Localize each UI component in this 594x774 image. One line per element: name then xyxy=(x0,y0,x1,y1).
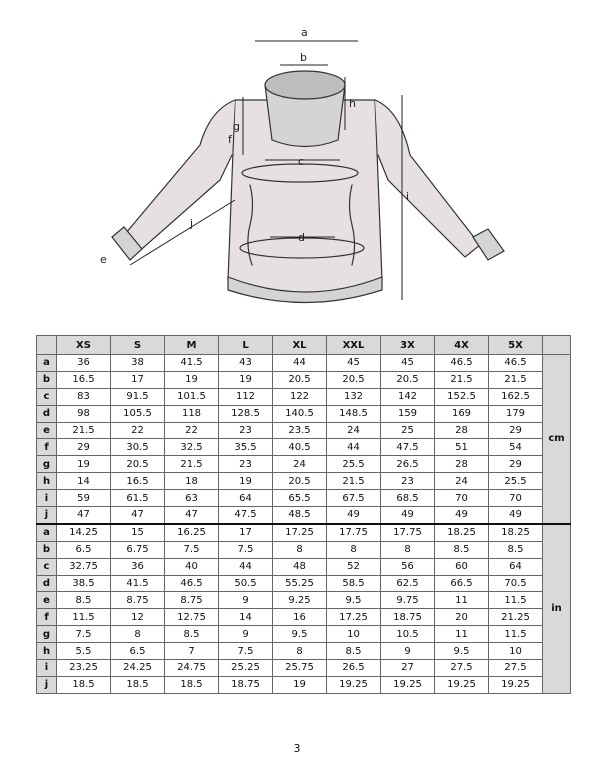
table-cell: 8 xyxy=(273,643,327,660)
table-cell: 6.5 xyxy=(57,541,111,558)
table-cell: 63 xyxy=(165,490,219,507)
table-cell: 64 xyxy=(219,490,273,507)
table-row xyxy=(37,626,571,643)
sweater-illustration xyxy=(90,15,530,315)
row-label: e xyxy=(37,422,57,439)
table-cell: 140.5 xyxy=(273,405,327,422)
table-cell: 83 xyxy=(57,388,111,405)
table-cell: 21.25 xyxy=(489,609,543,626)
table-cell: 17.75 xyxy=(381,524,435,541)
table-cell: 32.75 xyxy=(57,558,111,575)
table-cell: 21.5 xyxy=(327,473,381,490)
row-label: a xyxy=(37,524,57,541)
table-cell: 52 xyxy=(327,558,381,575)
table-cell: 30.5 xyxy=(111,439,165,456)
table-cell: 8.5 xyxy=(435,541,489,558)
table-cell: 24 xyxy=(273,456,327,473)
size-header: L xyxy=(219,336,273,355)
table-row xyxy=(37,575,571,592)
table-cell: 19.25 xyxy=(327,676,381,693)
table-cell: 23 xyxy=(219,456,273,473)
table-cell: 45 xyxy=(327,355,381,372)
table-row xyxy=(37,609,571,626)
table-cell: 47 xyxy=(111,507,165,524)
table-cell: 36 xyxy=(111,558,165,575)
table-cell: 9 xyxy=(219,592,273,609)
table-cell: 169 xyxy=(435,405,489,422)
table-cell: 105.5 xyxy=(111,405,165,422)
table-cell: 29 xyxy=(489,456,543,473)
table-cell: 22 xyxy=(165,422,219,439)
label-e: e xyxy=(100,253,107,266)
table-cell: 47 xyxy=(57,507,111,524)
table-cell: 43 xyxy=(219,355,273,372)
table-cell: 25.5 xyxy=(489,473,543,490)
label-g: g xyxy=(233,120,240,133)
table-cell: 23.5 xyxy=(273,422,327,439)
table-row xyxy=(37,456,571,473)
table-cell: 49 xyxy=(435,507,489,524)
table-row xyxy=(37,388,571,405)
table-row xyxy=(37,676,571,693)
table-cell: 23.25 xyxy=(57,660,111,677)
table-cell: 41.5 xyxy=(111,575,165,592)
table-row xyxy=(37,473,571,490)
size-header: 4X xyxy=(435,336,489,355)
table-cell: 20.5 xyxy=(273,371,327,388)
table-cell: 152.5 xyxy=(435,388,489,405)
table-cell: 23 xyxy=(381,473,435,490)
table-cell: 64 xyxy=(489,558,543,575)
table-cell: 51 xyxy=(435,439,489,456)
table-cell: 7.5 xyxy=(57,626,111,643)
table-cell: 11 xyxy=(435,592,489,609)
header-corner xyxy=(37,336,57,355)
table-cell: 8.75 xyxy=(111,592,165,609)
table-cell: 7.5 xyxy=(219,643,273,660)
table-cell: 7 xyxy=(165,643,219,660)
table-cell: 9.25 xyxy=(273,592,327,609)
table-cell: 70 xyxy=(435,490,489,507)
row-label: b xyxy=(37,541,57,558)
table-cell: 21.5 xyxy=(165,456,219,473)
table-cell: 18.5 xyxy=(111,676,165,693)
size-header: XL xyxy=(273,336,327,355)
table-cell: 25.75 xyxy=(273,660,327,677)
table-cell: 8 xyxy=(273,541,327,558)
table-cell: 17 xyxy=(219,524,273,541)
table-cell: 48.5 xyxy=(273,507,327,524)
table-cell: 12 xyxy=(111,609,165,626)
table-cell: 60 xyxy=(435,558,489,575)
table-cell: 142 xyxy=(381,388,435,405)
table-cell: 14 xyxy=(57,473,111,490)
table-cell: 8.75 xyxy=(165,592,219,609)
table-cell: 18.25 xyxy=(435,524,489,541)
table-cell: 22 xyxy=(111,422,165,439)
table-cell: 20.5 xyxy=(273,473,327,490)
table-cell: 26.5 xyxy=(381,456,435,473)
table-cell: 14 xyxy=(219,609,273,626)
page-number: 3 xyxy=(293,742,301,755)
row-label: f xyxy=(37,439,57,456)
size-header: XS xyxy=(57,336,111,355)
row-label: j xyxy=(37,676,57,693)
table-cell: 9 xyxy=(219,626,273,643)
table-cell: 21.5 xyxy=(57,422,111,439)
size-chart-table xyxy=(36,335,571,694)
label-c: c xyxy=(298,155,305,168)
label-i: i xyxy=(406,190,410,203)
table-cell: 17.25 xyxy=(327,609,381,626)
table-cell: 7.5 xyxy=(165,541,219,558)
table-cell: 66.5 xyxy=(435,575,489,592)
table-cell: 9.5 xyxy=(327,592,381,609)
table-cell: 20.5 xyxy=(327,371,381,388)
table-cell: 49 xyxy=(489,507,543,524)
table-cell: 44 xyxy=(219,558,273,575)
table-cell: 8 xyxy=(381,541,435,558)
table-cell: 8.5 xyxy=(165,626,219,643)
table-cell: 21.5 xyxy=(435,371,489,388)
table-cell: 128.5 xyxy=(219,405,273,422)
table-cell: 20 xyxy=(435,609,489,626)
table-cell: 10 xyxy=(489,643,543,660)
table-cell: 16.25 xyxy=(165,524,219,541)
table-cell: 17.75 xyxy=(327,524,381,541)
table-cell: 65.5 xyxy=(273,490,327,507)
table-cell: 16 xyxy=(273,609,327,626)
table-cell: 45 xyxy=(381,355,435,372)
size-header: M xyxy=(165,336,219,355)
table-cell: 68.5 xyxy=(381,490,435,507)
table-cell: 47 xyxy=(165,507,219,524)
table-cell: 20.5 xyxy=(381,371,435,388)
table-cell: 132 xyxy=(327,388,381,405)
table-cell: 27.5 xyxy=(435,660,489,677)
table-cell: 91.5 xyxy=(111,388,165,405)
table-cell: 8.5 xyxy=(489,541,543,558)
row-label: f xyxy=(37,609,57,626)
table-row xyxy=(37,660,571,677)
table-cell: 24.75 xyxy=(165,660,219,677)
table-row xyxy=(37,507,571,524)
table-cell: 9.75 xyxy=(381,592,435,609)
table-row xyxy=(37,371,571,388)
table-cell: 19.25 xyxy=(489,676,543,693)
row-label: d xyxy=(37,575,57,592)
table-cell: 19 xyxy=(57,456,111,473)
table-cell: 50.5 xyxy=(219,575,273,592)
table-cell: 29 xyxy=(57,439,111,456)
table-cell: 20.5 xyxy=(111,456,165,473)
table-cell: 122 xyxy=(273,388,327,405)
table-cell: 25.25 xyxy=(219,660,273,677)
table-cell: 46.5 xyxy=(435,355,489,372)
row-label: c xyxy=(37,558,57,575)
table-cell: 19 xyxy=(219,371,273,388)
label-j: j xyxy=(190,217,194,230)
table-cell: 44 xyxy=(273,355,327,372)
table-cell: 5.5 xyxy=(57,643,111,660)
table-cell: 159 xyxy=(381,405,435,422)
table-cell: 18.75 xyxy=(381,609,435,626)
table-row xyxy=(37,558,571,575)
row-label: i xyxy=(37,490,57,507)
table-cell: 35.5 xyxy=(219,439,273,456)
size-header: S xyxy=(111,336,165,355)
label-b: b xyxy=(300,51,307,64)
table-cell: 19.25 xyxy=(435,676,489,693)
table-row xyxy=(37,541,571,558)
unit-label: cm xyxy=(543,355,571,524)
table-cell: 55.25 xyxy=(273,575,327,592)
size-header: XXL xyxy=(327,336,381,355)
table-cell: 101.5 xyxy=(165,388,219,405)
row-label: b xyxy=(37,371,57,388)
table-row xyxy=(37,439,571,456)
table-cell: 18 xyxy=(165,473,219,490)
table-cell: 18.5 xyxy=(57,676,111,693)
table-cell: 18.75 xyxy=(219,676,273,693)
table-cell: 41.5 xyxy=(165,355,219,372)
table-cell: 7.5 xyxy=(219,541,273,558)
table-cell: 62.5 xyxy=(381,575,435,592)
row-label: c xyxy=(37,388,57,405)
table-cell: 47.5 xyxy=(381,439,435,456)
table-cell: 17.25 xyxy=(273,524,327,541)
table-cell: 19.25 xyxy=(381,676,435,693)
table-cell: 24.25 xyxy=(111,660,165,677)
row-label: h xyxy=(37,473,57,490)
table-cell: 19 xyxy=(273,676,327,693)
table-cell: 56 xyxy=(381,558,435,575)
table-cell: 49 xyxy=(327,507,381,524)
table-cell: 8.5 xyxy=(327,643,381,660)
table-cell: 29 xyxy=(489,422,543,439)
table-cell: 19 xyxy=(219,473,273,490)
table-cell: 11.5 xyxy=(57,609,111,626)
row-label: d xyxy=(37,405,57,422)
table-cell: 11 xyxy=(435,626,489,643)
table-cell: 9.5 xyxy=(273,626,327,643)
table-cell: 38 xyxy=(111,355,165,372)
table-row xyxy=(37,643,571,660)
table-cell: 21.5 xyxy=(489,371,543,388)
label-h: h xyxy=(349,97,356,110)
table-cell: 67.5 xyxy=(327,490,381,507)
table-cell: 23 xyxy=(219,422,273,439)
row-label: h xyxy=(37,643,57,660)
table-cell: 17 xyxy=(111,371,165,388)
table-cell: 25 xyxy=(381,422,435,439)
table-cell: 19 xyxy=(165,371,219,388)
table-cell: 18.25 xyxy=(489,524,543,541)
table-cell: 112 xyxy=(219,388,273,405)
table-cell: 27 xyxy=(381,660,435,677)
row-label: i xyxy=(37,660,57,677)
table-cell: 44 xyxy=(327,439,381,456)
row-label: g xyxy=(37,626,57,643)
table-cell: 179 xyxy=(489,405,543,422)
table-cell: 10.5 xyxy=(381,626,435,643)
table-cell: 25.5 xyxy=(327,456,381,473)
table-cell: 36 xyxy=(57,355,111,372)
table-cell: 6.5 xyxy=(111,643,165,660)
table-cell: 48 xyxy=(273,558,327,575)
label-a: a xyxy=(301,26,308,39)
table-cell: 16.5 xyxy=(57,371,111,388)
table-cell: 40.5 xyxy=(273,439,327,456)
table-row xyxy=(37,405,571,422)
table-cell: 14.25 xyxy=(57,524,111,541)
table-cell: 162.5 xyxy=(489,388,543,405)
table-row xyxy=(37,355,571,372)
table-cell: 49 xyxy=(381,507,435,524)
table-cell: 11.5 xyxy=(489,626,543,643)
table-row xyxy=(37,592,571,609)
table-cell: 28 xyxy=(435,456,489,473)
table-cell: 26.5 xyxy=(327,660,381,677)
table-cell: 38.5 xyxy=(57,575,111,592)
unit-label: in xyxy=(543,524,571,693)
table-cell: 8.5 xyxy=(57,592,111,609)
table-cell: 54 xyxy=(489,439,543,456)
table-cell: 16.5 xyxy=(111,473,165,490)
table-cell: 15 xyxy=(111,524,165,541)
table-cell: 47.5 xyxy=(219,507,273,524)
table-cell: 28 xyxy=(435,422,489,439)
table-cell: 24 xyxy=(435,473,489,490)
table-cell: 9.5 xyxy=(435,643,489,660)
row-label: a xyxy=(37,355,57,372)
table-cell: 70.5 xyxy=(489,575,543,592)
table-cell: 12.75 xyxy=(165,609,219,626)
table-cell: 40 xyxy=(165,558,219,575)
table-cell: 46.5 xyxy=(165,575,219,592)
size-header: 3X xyxy=(381,336,435,355)
table-cell: 61.5 xyxy=(111,490,165,507)
table-cell: 27.5 xyxy=(489,660,543,677)
table-cell: 148.5 xyxy=(327,405,381,422)
table-cell: 46.5 xyxy=(489,355,543,372)
table-cell: 8 xyxy=(327,541,381,558)
row-label: g xyxy=(37,456,57,473)
table-cell: 9 xyxy=(381,643,435,660)
table-cell: 8 xyxy=(111,626,165,643)
table-cell: 98 xyxy=(57,405,111,422)
row-label: j xyxy=(37,507,57,524)
size-header: 5X xyxy=(489,336,543,355)
header-corner-right xyxy=(543,336,571,355)
table-cell: 59 xyxy=(57,490,111,507)
table-cell: 11.5 xyxy=(489,592,543,609)
table-cell: 58.5 xyxy=(327,575,381,592)
table-cell: 70 xyxy=(489,490,543,507)
table-row xyxy=(37,422,571,439)
table-row xyxy=(37,490,571,507)
table-cell: 24 xyxy=(327,422,381,439)
table-cell: 32.5 xyxy=(165,439,219,456)
table-cell: 10 xyxy=(327,626,381,643)
table-cell: 18.5 xyxy=(165,676,219,693)
table-row xyxy=(37,524,571,541)
label-f: f xyxy=(228,133,232,146)
label-d: d xyxy=(298,231,305,244)
size-header-row xyxy=(37,336,571,355)
table-cell: 6.75 xyxy=(111,541,165,558)
table-cell: 118 xyxy=(165,405,219,422)
row-label: e xyxy=(37,592,57,609)
